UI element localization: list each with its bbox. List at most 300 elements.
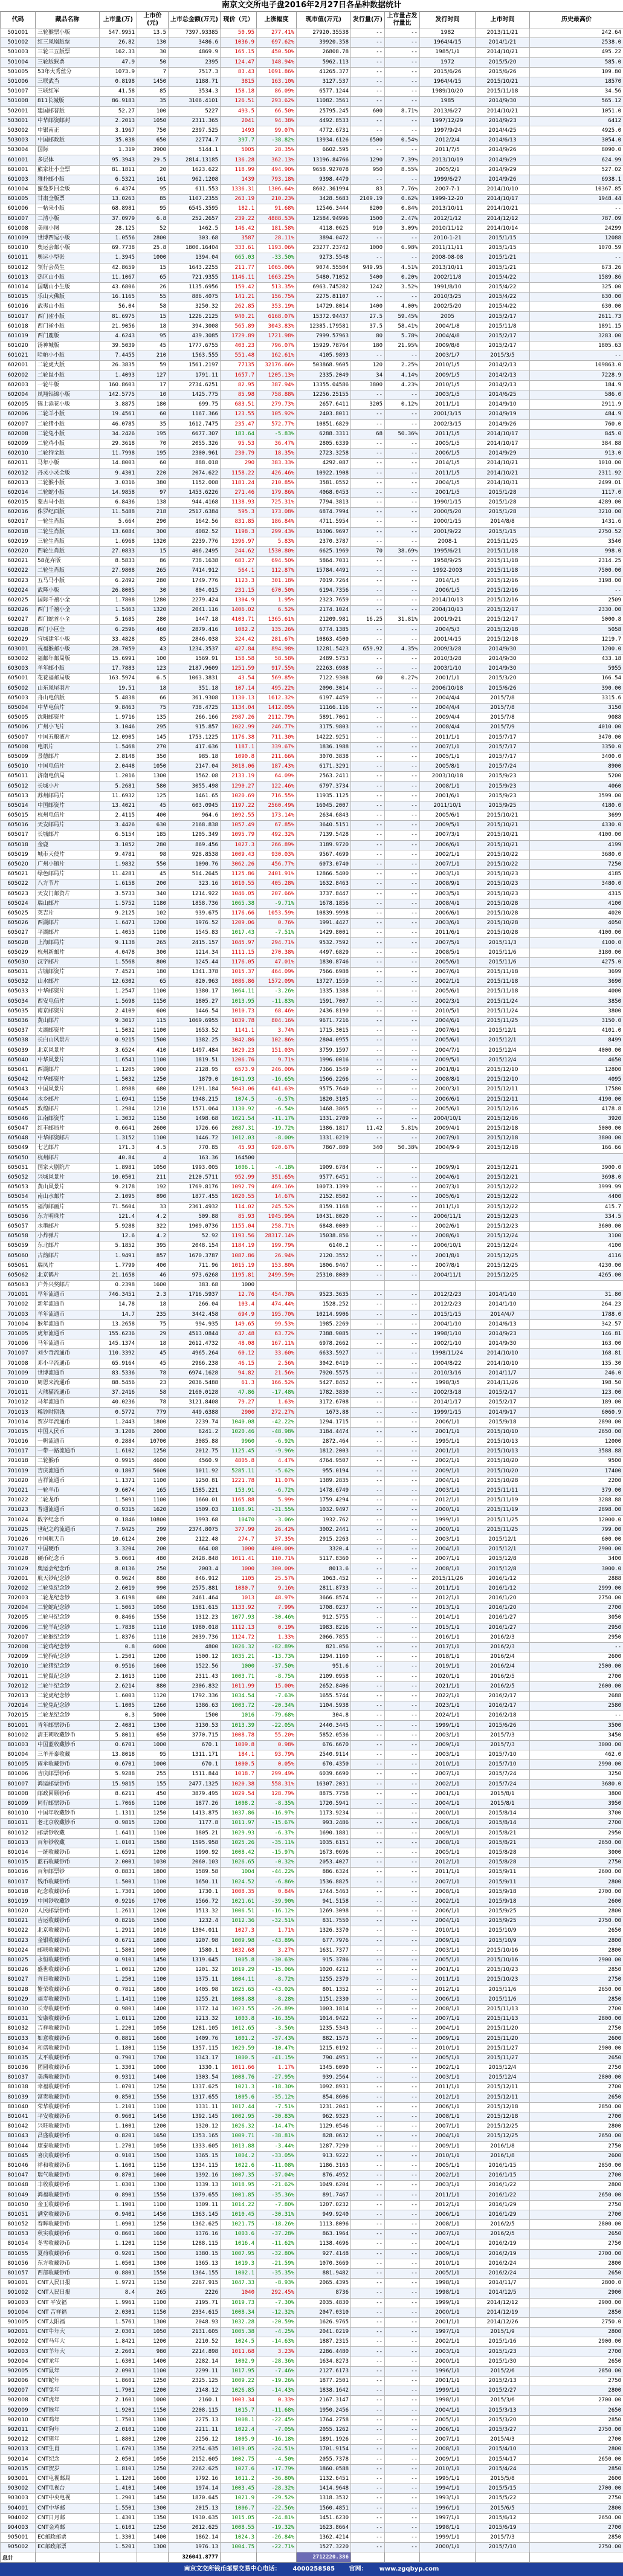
table-row[interactable] — [1, 850, 623, 859]
table-cell: -- — [351, 1202, 385, 1212]
table-row[interactable] — [1, 2464, 623, 2474]
table-cell: 2015/12/17 — [476, 615, 530, 625]
table-row[interactable] — [1, 77, 623, 86]
table-row[interactable] — [1, 1966, 623, 1975]
table-row[interactable] — [1, 1378, 623, 1388]
table-row[interactable] — [1, 449, 623, 459]
table-row[interactable] — [1, 1858, 623, 1868]
table-row[interactable] — [1, 957, 623, 967]
table-row[interactable] — [1, 1173, 623, 1182]
table-cell: 1.8601 — [100, 2377, 137, 2386]
table-row[interactable] — [1, 977, 623, 987]
table-cell: -- — [385, 2347, 420, 2357]
table-row[interactable] — [1, 116, 623, 126]
table-row[interactable] — [1, 2533, 623, 2543]
table-row[interactable] — [1, 889, 623, 899]
table-row[interactable] — [1, 2004, 623, 2014]
table-row[interactable] — [1, 693, 623, 703]
table-row[interactable] — [1, 742, 623, 752]
table-row[interactable] — [1, 1202, 623, 1212]
table-cell: 2650 — [530, 2053, 623, 2063]
table-row[interactable] — [1, 595, 623, 605]
table-row[interactable] — [1, 2543, 623, 2552]
table-row[interactable] — [1, 1711, 623, 1721]
table-row[interactable] — [1, 2268, 623, 2278]
table-row[interactable] — [1, 146, 623, 155]
table-row[interactable] — [1, 2132, 623, 2141]
table-row[interactable] — [1, 1955, 623, 1965]
table-row[interactable] — [1, 1437, 623, 1447]
table-row[interactable] — [1, 28, 623, 38]
table-row[interactable] — [1, 782, 623, 791]
table-row[interactable] — [1, 1897, 623, 1906]
table-row[interactable] — [1, 1457, 623, 1466]
table-row[interactable] — [1, 1153, 623, 1163]
table-row[interactable] — [1, 1633, 623, 1642]
table-row[interactable] — [1, 1819, 623, 1828]
table-row[interactable] — [1, 341, 623, 351]
table-row[interactable] — [1, 1721, 623, 1730]
table-row[interactable] — [1, 1613, 623, 1623]
table-row[interactable] — [1, 57, 623, 67]
table-row[interactable] — [1, 312, 623, 322]
table-row[interactable] — [1, 2484, 623, 2494]
table-row[interactable] — [1, 1016, 623, 1026]
table-row[interactable] — [1, 1985, 623, 1995]
table-row[interactable] — [1, 2053, 623, 2063]
table-row[interactable] — [1, 2455, 623, 2464]
table-row[interactable] — [1, 2366, 623, 2376]
table-cell: 2015/1/28 — [476, 488, 530, 497]
table-row[interactable] — [1, 606, 623, 615]
table-row[interactable] — [1, 2063, 623, 2073]
table-row[interactable] — [1, 684, 623, 693]
table-row[interactable] — [1, 2200, 623, 2210]
table-cell: -- — [385, 2543, 420, 2552]
table-row[interactable] — [1, 2190, 623, 2200]
table-row[interactable] — [1, 1212, 623, 1222]
table-row[interactable] — [1, 928, 623, 938]
table-row[interactable] — [1, 498, 623, 508]
table-row[interactable] — [1, 185, 623, 195]
table-row[interactable] — [1, 870, 623, 879]
table-row[interactable] — [1, 1594, 623, 1604]
table-row[interactable] — [1, 2015, 623, 2024]
table-row[interactable] — [1, 1936, 623, 1946]
table-cell: 4101.0 — [530, 1026, 623, 1036]
table-row[interactable] — [1, 2102, 623, 2112]
table-row[interactable] — [1, 1750, 623, 1760]
table-row[interactable] — [1, 2406, 623, 2415]
table-row[interactable] — [1, 546, 623, 556]
table-row[interactable] — [1, 2024, 623, 2034]
banner-site-link[interactable]: www.zgqbyp.com — [379, 2566, 439, 2572]
table-row[interactable] — [1, 2445, 623, 2455]
table-row[interactable] — [1, 1075, 623, 1085]
table-row[interactable] — [1, 2288, 623, 2298]
table-cell: 1020.69 — [221, 791, 257, 801]
table-row[interactable] — [1, 1163, 623, 1173]
table-row[interactable] — [1, 233, 623, 243]
table-row[interactable] — [1, 1124, 623, 1134]
table-cell: 1250 — [137, 2083, 169, 2092]
table-row[interactable] — [1, 1642, 623, 1652]
table-row[interactable] — [1, 1535, 623, 1544]
table-row[interactable] — [1, 1662, 623, 1672]
table-row[interactable] — [1, 537, 623, 546]
table-row[interactable] — [1, 1319, 623, 1329]
table-row[interactable] — [1, 752, 623, 762]
table-row[interactable] — [1, 968, 623, 977]
table-row[interactable] — [1, 2317, 623, 2327]
table-row[interactable] — [1, 2425, 623, 2435]
table-row[interactable] — [1, 938, 623, 948]
table-row[interactable] — [1, 1261, 623, 1270]
table-row[interactable] — [1, 2386, 623, 2396]
table-row[interactable] — [1, 948, 623, 957]
table-row[interactable] — [1, 1251, 623, 1261]
table-row[interactable] — [1, 2112, 623, 2121]
table-row[interactable] — [1, 273, 623, 282]
table-row[interactable] — [1, 478, 623, 488]
table-row[interactable] — [1, 1623, 623, 1633]
table-row[interactable] — [1, 1447, 623, 1457]
table-row[interactable] — [1, 224, 623, 233]
table-row[interactable] — [1, 2308, 623, 2317]
table-row[interactable] — [1, 410, 623, 419]
table-row[interactable] — [1, 723, 623, 733]
table-row[interactable] — [1, 1946, 623, 1955]
table-row[interactable] — [1, 557, 623, 566]
table-row[interactable] — [1, 2337, 623, 2347]
table-row[interactable] — [1, 2220, 623, 2230]
table-row[interactable] — [1, 615, 623, 625]
table-row[interactable] — [1, 1006, 623, 1016]
table-row[interactable] — [1, 2151, 623, 2161]
table-row[interactable] — [1, 801, 623, 811]
table-row[interactable] — [1, 48, 623, 57]
table-row[interactable] — [1, 576, 623, 586]
table-row[interactable] — [1, 439, 623, 448]
table-row[interactable] — [1, 2503, 623, 2513]
table-row[interactable] — [1, 1877, 623, 1887]
table-row[interactable] — [1, 468, 623, 478]
table-row[interactable] — [1, 1838, 623, 1848]
table-row[interactable] — [1, 2161, 623, 2170]
table-row[interactable] — [1, 1779, 623, 1789]
table-row[interactable] — [1, 371, 623, 380]
table-cell: 876.4952 — [297, 2171, 351, 2181]
table-cell: 0.8 — [100, 1642, 137, 1652]
table-cell: 2016/1/27 — [476, 1613, 530, 1623]
table-row[interactable] — [1, 322, 623, 331]
table-row[interactable] — [1, 1095, 623, 1104]
table-row[interactable] — [1, 87, 623, 97]
table-row[interactable] — [1, 1300, 623, 1310]
table-row[interactable] — [1, 1183, 623, 1193]
table-row[interactable] — [1, 1329, 623, 1339]
table-cell: 2800.00 — [530, 2220, 623, 2230]
table-row[interactable] — [1, 2298, 623, 2308]
table-row[interactable] — [1, 126, 623, 135]
table-row[interactable] — [1, 2239, 623, 2249]
table-row[interactable] — [1, 195, 623, 204]
table-row[interactable] — [1, 488, 623, 497]
table-row[interactable] — [1, 263, 623, 273]
table-cell: 羊年流通币 — [36, 1310, 100, 1319]
table-row[interactable] — [1, 1887, 623, 1897]
table-row[interactable] — [1, 1241, 623, 1251]
table-row[interactable] — [1, 919, 623, 928]
table-row[interactable] — [1, 1046, 623, 1055]
table-row[interactable] — [1, 1995, 623, 2004]
table-row[interactable] — [1, 1672, 623, 1681]
table-row[interactable] — [1, 987, 623, 997]
table-row[interactable] — [1, 644, 623, 654]
table-row[interactable] — [1, 361, 623, 371]
table-row[interactable] — [1, 1564, 623, 1574]
table-row[interactable] — [1, 1515, 623, 1525]
table-row[interactable] — [1, 840, 623, 850]
table-row[interactable] — [1, 1604, 623, 1613]
table-row[interactable] — [1, 1193, 623, 1202]
table-row[interactable] — [1, 2073, 623, 2083]
table-cell: 1.3301 — [100, 2533, 137, 2543]
table-row[interactable] — [1, 1339, 623, 1349]
table-row[interactable] — [1, 1026, 623, 1036]
table-row[interactable] — [1, 830, 623, 840]
table-row[interactable] — [1, 1652, 623, 1662]
table-row[interactable] — [1, 390, 623, 400]
table-row[interactable] — [1, 1691, 623, 1701]
table-row[interactable] — [1, 1281, 623, 1290]
table-row[interactable] — [1, 625, 623, 635]
table-row[interactable] — [1, 2230, 623, 2239]
table-row[interactable] — [1, 97, 623, 106]
table-row[interactable] — [1, 2034, 623, 2044]
table-row[interactable] — [1, 1789, 623, 1799]
table-cell: -- — [385, 1046, 420, 1055]
table-row[interactable] — [1, 2181, 623, 2190]
table-row[interactable] — [1, 566, 623, 576]
table-row[interactable] — [1, 713, 623, 723]
table-row[interactable] — [1, 2249, 623, 2259]
table-row[interactable] — [1, 2474, 623, 2484]
table-cell: 25.8 — [137, 244, 169, 253]
table-cell: 2015/5/20 — [476, 57, 530, 67]
table-cell: -- — [530, 204, 623, 214]
table-row[interactable] — [1, 1506, 623, 1515]
table-row[interactable] — [1, 1368, 623, 1378]
table-row[interactable] — [1, 2328, 623, 2337]
table-row[interactable] — [1, 282, 623, 292]
table-cell: -- — [385, 1995, 420, 2004]
table-row[interactable] — [1, 1799, 623, 1808]
table-row[interactable] — [1, 106, 623, 116]
table-cell: 7794.3813 — [297, 498, 351, 508]
table-cell: 2846.038 — [169, 635, 221, 644]
table-row[interactable] — [1, 1496, 623, 1506]
table-row[interactable] — [1, 1134, 623, 1144]
table-row[interactable] — [1, 2523, 623, 2532]
table-row[interactable] — [1, 674, 623, 684]
table-row[interactable] — [1, 908, 623, 918]
table-row[interactable] — [1, 1466, 623, 1476]
table-row[interactable] — [1, 1770, 623, 1779]
table-row[interactable] — [1, 1681, 623, 1691]
table-row[interactable] — [1, 1926, 623, 1936]
table-row[interactable] — [1, 1417, 623, 1427]
table-row[interactable] — [1, 1907, 623, 1917]
table-row[interactable] — [1, 1290, 623, 1300]
table-row[interactable] — [1, 2347, 623, 2357]
table-row[interactable] — [1, 733, 623, 742]
table-row[interactable] — [1, 1359, 623, 1368]
table-row[interactable] — [1, 2377, 623, 2386]
table-row[interactable] — [1, 1408, 623, 1417]
table-row[interactable] — [1, 1144, 623, 1153]
table-cell: -- — [351, 2396, 385, 2406]
table-row[interactable] — [1, 655, 623, 664]
table-row[interactable] — [1, 811, 623, 821]
table-row[interactable] — [1, 1349, 623, 1359]
table-cell: 1200 — [137, 2337, 169, 2347]
table-row[interactable] — [1, 351, 623, 361]
table-row[interactable] — [1, 38, 623, 48]
table-row[interactable] — [1, 703, 623, 713]
table-cell: -- — [351, 1907, 385, 1917]
table-row[interactable] — [1, 1427, 623, 1437]
table-cell: 2890.00 — [530, 1417, 623, 1427]
table-row[interactable] — [1, 2259, 623, 2268]
table-row[interactable] — [1, 1701, 623, 1711]
table-row[interactable] — [1, 1388, 623, 1398]
table-row[interactable] — [1, 1584, 623, 1593]
table-row[interactable] — [1, 1114, 623, 1124]
table-row[interactable] — [1, 2083, 623, 2092]
table-row[interactable] — [1, 1848, 623, 1857]
table-cell: 85 — [137, 87, 169, 97]
table-row[interactable] — [1, 1036, 623, 1046]
table-row[interactable] — [1, 1055, 623, 1065]
table-row[interactable] — [1, 586, 623, 595]
table-row[interactable] — [1, 899, 623, 908]
table-cell: -16.35% — [257, 2015, 297, 2024]
table-row[interactable] — [1, 244, 623, 253]
table-row[interactable] — [1, 2210, 623, 2219]
table-row[interactable] — [1, 791, 623, 801]
table-row[interactable] — [1, 429, 623, 439]
table-cell: 盛世收藏钞币 — [36, 1966, 100, 1975]
table-row[interactable] — [1, 1310, 623, 1319]
table-row[interactable] — [1, 2415, 623, 2425]
table-row[interactable] — [1, 1104, 623, 1114]
table-row[interactable] — [1, 1232, 623, 1241]
table-row[interactable] — [1, 175, 623, 184]
table-row[interactable] — [1, 1270, 623, 1280]
table-row[interactable] — [1, 293, 623, 302]
table-cell: -- — [385, 1613, 420, 1623]
table-row[interactable] — [1, 1398, 623, 1408]
table-row[interactable] — [1, 165, 623, 175]
table-row[interactable] — [1, 2494, 623, 2503]
table-row[interactable] — [1, 2092, 623, 2102]
table-row[interactable] — [1, 997, 623, 1006]
table-cell: 2001/6/1 — [420, 791, 476, 801]
table-cell: -8.93% — [257, 2279, 297, 2288]
table-row[interactable] — [1, 664, 623, 674]
table-row[interactable] — [1, 214, 623, 224]
table-row[interactable] — [1, 508, 623, 517]
table-row[interactable] — [1, 1828, 623, 1838]
table-row[interactable] — [1, 1740, 623, 1750]
table-row[interactable] — [1, 380, 623, 390]
table-row[interactable] — [1, 527, 623, 537]
table-row[interactable] — [1, 2279, 623, 2288]
table-cell: 2811.8733 — [297, 1584, 351, 1593]
table-row[interactable] — [1, 1809, 623, 1819]
table-row[interactable] — [1, 1065, 623, 1075]
table-cell: 1057.49 — [221, 821, 257, 830]
table-cell: 1064.11 — [221, 987, 257, 997]
table-row[interactable] — [1, 1917, 623, 1926]
table-cell: -- — [385, 586, 420, 595]
table-row[interactable] — [1, 2513, 623, 2523]
table-row[interactable] — [1, 2435, 623, 2445]
table-row[interactable] — [1, 331, 623, 341]
table-row[interactable] — [1, 517, 623, 527]
table-row[interactable] — [1, 879, 623, 889]
table-cell: 1998/3/5 — [420, 1378, 476, 1388]
table-cell: 瑞气收藏钞币 — [36, 2171, 100, 2181]
table-row[interactable] — [1, 1975, 623, 1985]
table-row[interactable] — [1, 2171, 623, 2181]
table-row[interactable] — [1, 400, 623, 410]
table-row[interactable] — [1, 1868, 623, 1877]
table-cell: 2015/11/18 — [476, 566, 530, 576]
table-row[interactable] — [1, 859, 623, 869]
table-row[interactable] — [1, 2044, 623, 2053]
table-row[interactable] — [1, 2396, 623, 2406]
table-row[interactable] — [1, 204, 623, 214]
table-row[interactable] — [1, 459, 623, 468]
table-row[interactable] — [1, 2122, 623, 2132]
table-row[interactable] — [1, 136, 623, 146]
table-row[interactable] — [1, 2357, 623, 2366]
table-row[interactable] — [1, 155, 623, 165]
table-row[interactable] — [1, 1730, 623, 1740]
table-cell: 2133.19 — [221, 772, 257, 782]
table-row[interactable] — [1, 419, 623, 429]
table-row[interactable] — [1, 1486, 623, 1495]
table-row[interactable] — [1, 1760, 623, 1770]
table-row[interactable] — [1, 253, 623, 263]
table-row[interactable] — [1, 302, 623, 312]
table-row[interactable] — [1, 772, 623, 782]
table-row[interactable] — [1, 635, 623, 644]
table-row[interactable] — [1, 67, 623, 77]
table-row[interactable] — [1, 1574, 623, 1584]
table-row[interactable] — [1, 762, 623, 772]
table-row[interactable] — [1, 1545, 623, 1555]
table-row[interactable] — [1, 821, 623, 830]
table-row[interactable] — [1, 1555, 623, 1564]
table-row[interactable] — [1, 2141, 623, 2151]
table-row[interactable] — [1, 1085, 623, 1095]
table-row[interactable] — [1, 1525, 623, 1535]
table-row[interactable] — [1, 1222, 623, 1231]
table-row[interactable] — [1, 1476, 623, 1486]
